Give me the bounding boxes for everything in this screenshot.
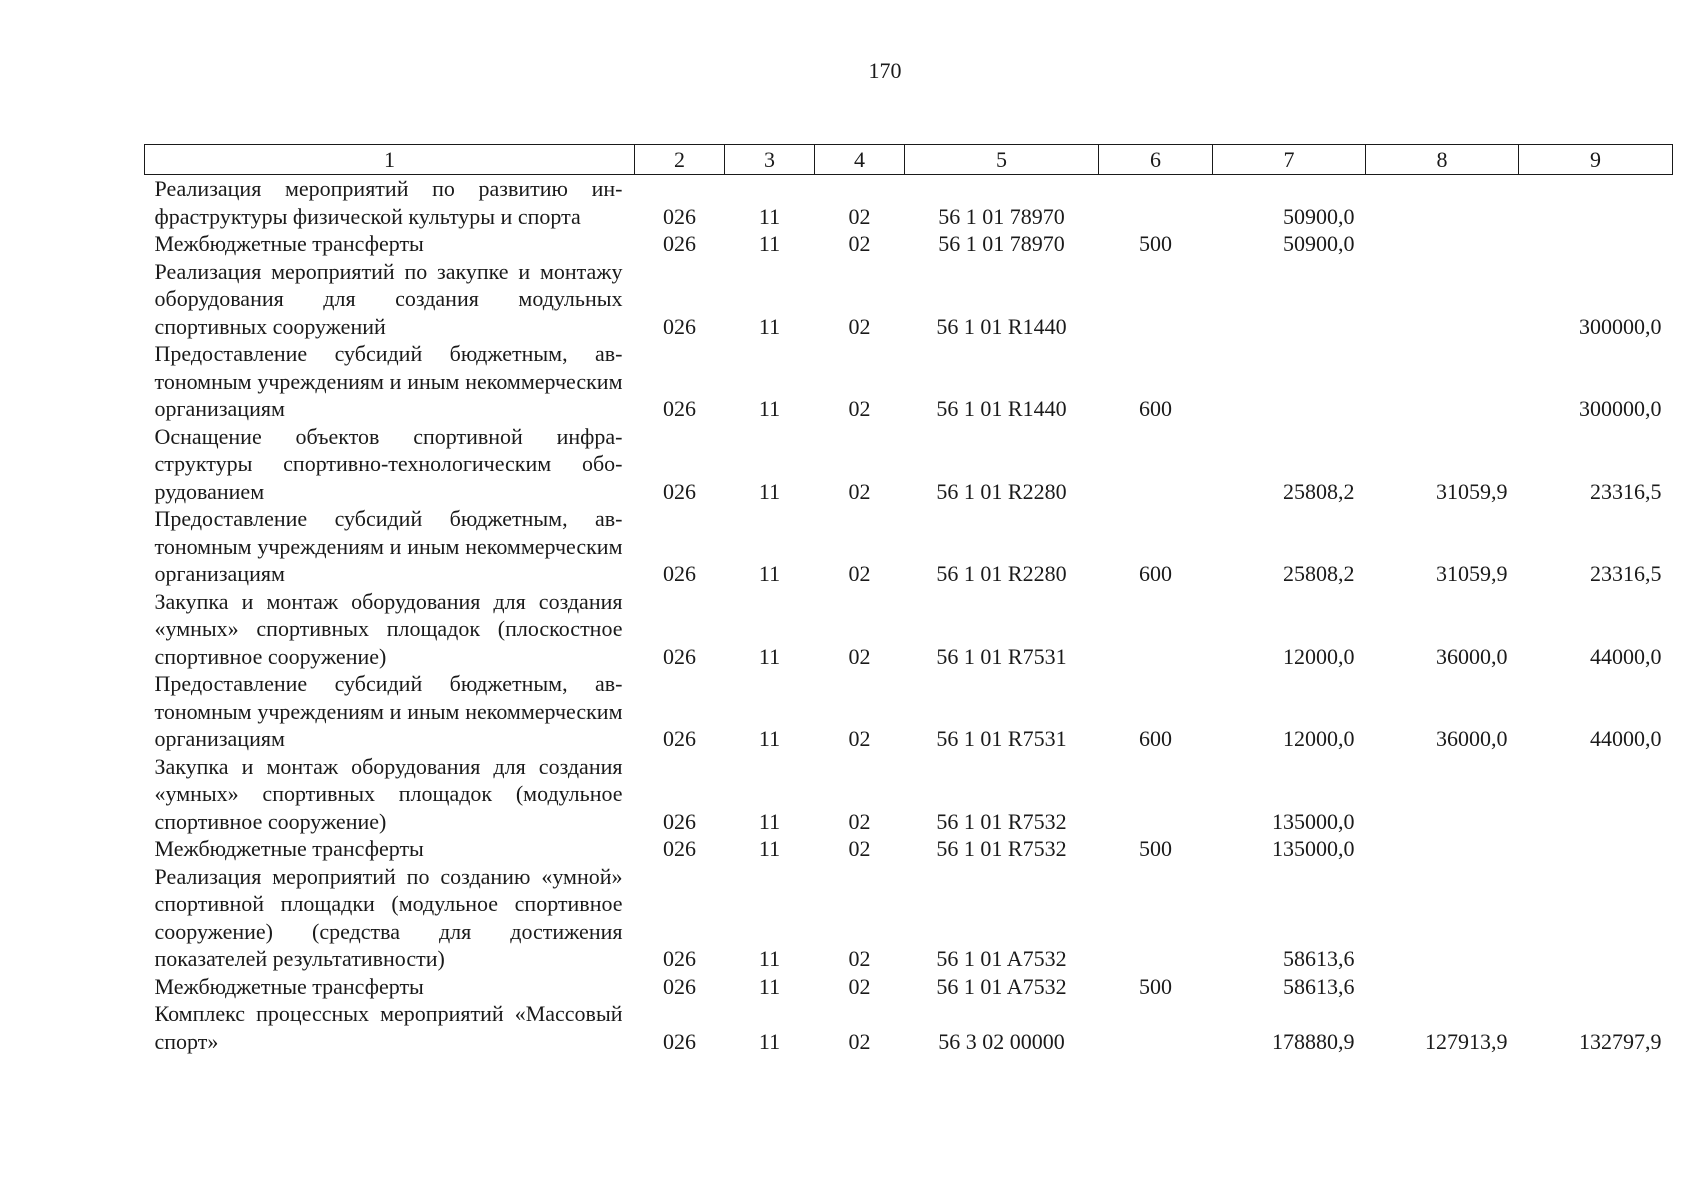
row-name: Предоставление субсидий бюджетным, автономным учреждениям и иным некоммерческим организациям bbox=[154, 341, 623, 421]
row-name: Межбюджетные трансферты bbox=[154, 973, 424, 999]
row-expense-type: 500 bbox=[1139, 973, 1172, 999]
row-admin-code: 026 bbox=[663, 561, 696, 586]
row-target-article: 56 1 01 78970 bbox=[938, 203, 1065, 229]
row-admin-code: 026 bbox=[663, 203, 696, 229]
row-amount-col7 bbox=[1213, 258, 1366, 341]
row-amount-col8 bbox=[1366, 753, 1519, 836]
row-amount-col9: 44000,0 bbox=[1590, 643, 1662, 669]
page-number: 170 bbox=[868, 58, 902, 83]
row-amount-col8: 127913,9 bbox=[1425, 1028, 1508, 1054]
row-amount-col8: 36000,0 bbox=[1436, 726, 1508, 751]
table-body bbox=[145, 175, 1673, 1056]
row-expense-type bbox=[1099, 588, 1213, 671]
row-section: 11 bbox=[758, 973, 781, 999]
table-header bbox=[145, 145, 1673, 175]
column-header-3: 3 bbox=[725, 145, 815, 175]
row-expense-type bbox=[1099, 753, 1213, 836]
row-amount-col8: 31059,9 bbox=[1436, 478, 1508, 504]
column-header-4: 4 bbox=[815, 145, 905, 175]
row-expense-type: 600 bbox=[1139, 726, 1172, 751]
row-amount-col7: 25808,2 bbox=[1283, 478, 1355, 504]
row-amount-col9 bbox=[1519, 973, 1673, 1001]
column-header-7: 7 bbox=[1213, 145, 1366, 175]
row-amount-col7: 50900,0 bbox=[1283, 231, 1355, 256]
row-name: Предоставление субсидий бюджетным, автономным учреждениям и иным некоммерческим организациям bbox=[154, 671, 623, 751]
row-target-article: 56 1 01 R2280 bbox=[936, 561, 1067, 586]
row-target-article: 56 1 01 R7531 bbox=[936, 643, 1067, 669]
row-amount-col7 bbox=[1213, 340, 1366, 423]
row-amount-col9 bbox=[1519, 835, 1673, 863]
column-header-1: 1 bbox=[145, 145, 635, 175]
row-expense-type bbox=[1099, 258, 1213, 341]
row-admin-code: 026 bbox=[663, 973, 696, 999]
row-amount-col8 bbox=[1366, 340, 1519, 423]
row-name: Закупка и монтаж оборудования для создания «умных» спортивных площадок (модульное спортивное сооружение) bbox=[154, 753, 623, 834]
row-amount-col9: 300000,0 bbox=[1579, 396, 1662, 421]
row-admin-code: 026 bbox=[663, 231, 696, 256]
row-target-article: 56 3 02 00000 bbox=[938, 1028, 1065, 1054]
row-subsection: 02 bbox=[848, 478, 871, 504]
row-target-article: 56 1 01 R7532 bbox=[936, 836, 1067, 861]
row-expense-type bbox=[1099, 1000, 1213, 1055]
row-expense-type bbox=[1099, 175, 1213, 231]
row-target-article: 56 1 01 A7532 bbox=[936, 973, 1067, 999]
row-target-article: 56 1 01 R7531 bbox=[936, 726, 1067, 751]
row-target-article: 56 1 01 R7532 bbox=[936, 808, 1067, 834]
table-row bbox=[145, 505, 1673, 588]
row-amount-col8: 36000,0 bbox=[1436, 643, 1508, 669]
row-amount-col7: 58613,6 bbox=[1283, 946, 1355, 971]
row-amount-col9: 23316,5 bbox=[1590, 561, 1662, 586]
row-target-article: 56 1 01 R1440 bbox=[936, 396, 1067, 421]
row-amount-col9 bbox=[1519, 753, 1673, 836]
row-amount-col9: 44000,0 bbox=[1590, 726, 1662, 751]
row-amount-col8 bbox=[1366, 863, 1519, 973]
row-target-article: 56 1 01 78970 bbox=[938, 231, 1065, 256]
table-row bbox=[145, 258, 1673, 341]
table-row bbox=[145, 835, 1673, 863]
row-admin-code: 026 bbox=[663, 726, 696, 751]
table-row bbox=[145, 340, 1673, 423]
row-section: 11 bbox=[758, 203, 781, 229]
row-section: 11 bbox=[758, 946, 781, 971]
row-subsection: 02 bbox=[848, 231, 871, 256]
row-admin-code: 026 bbox=[663, 808, 696, 834]
row-amount-col7: 25808,2 bbox=[1283, 561, 1355, 586]
row-amount-col8 bbox=[1366, 175, 1519, 231]
row-admin-code: 026 bbox=[663, 1028, 696, 1054]
row-admin-code: 026 bbox=[663, 478, 696, 504]
row-target-article: 56 1 01 A7532 bbox=[936, 946, 1067, 971]
row-admin-code: 026 bbox=[663, 946, 696, 971]
row-admin-code: 026 bbox=[663, 643, 696, 669]
row-expense-type bbox=[1099, 423, 1213, 506]
row-name: Закупка и монтаж оборудования для создания «умных» спортивных площадок (плоскостное спортивное сооружение) bbox=[154, 588, 623, 669]
row-section: 11 bbox=[758, 478, 781, 504]
row-expense-type bbox=[1099, 863, 1213, 973]
row-amount-col8 bbox=[1366, 230, 1519, 258]
row-section: 11 bbox=[758, 231, 781, 256]
row-amount-col9 bbox=[1519, 175, 1673, 231]
row-section: 11 bbox=[758, 313, 781, 339]
row-amount-col9 bbox=[1519, 230, 1673, 258]
table-row bbox=[145, 863, 1673, 973]
column-header-8: 8 bbox=[1366, 145, 1519, 175]
row-amount-col7: 135000,0 bbox=[1272, 836, 1355, 861]
row-admin-code: 026 bbox=[663, 836, 696, 861]
row-name: Межбюджетные трансферты bbox=[154, 231, 424, 256]
row-target-article: 56 1 01 R2280 bbox=[936, 478, 1067, 504]
table-row bbox=[145, 175, 1673, 231]
row-name: Реализация мероприятий по закупке и монтажу оборудования для создания модульных спортивных сооружений bbox=[154, 258, 623, 339]
table-row bbox=[145, 973, 1673, 1001]
row-name: Реализация мероприятий по созданию «умной» спортивной площадки (модульное спортивное сооружение) (средства для достижения показателей результативности) bbox=[154, 863, 623, 971]
row-amount-col7: 12000,0 bbox=[1283, 643, 1355, 669]
row-expense-type: 500 bbox=[1139, 231, 1172, 256]
table-row bbox=[145, 230, 1673, 258]
row-admin-code: 026 bbox=[663, 396, 696, 421]
row-name: Оснащение объектов спортивной инфраструктуры спортивно-технологическим оборудованием bbox=[154, 423, 623, 504]
row-subsection: 02 bbox=[848, 726, 871, 751]
row-amount-col7: 50900,0 bbox=[1283, 203, 1355, 229]
row-subsection: 02 bbox=[848, 1028, 871, 1054]
column-header-9: 9 bbox=[1519, 145, 1673, 175]
row-amount-col7: 12000,0 bbox=[1283, 726, 1355, 751]
row-amount-col9: 300000,0 bbox=[1579, 313, 1662, 339]
row-subsection: 02 bbox=[848, 643, 871, 669]
row-target-article: 56 1 01 R1440 bbox=[936, 313, 1067, 339]
row-subsection: 02 bbox=[848, 973, 871, 999]
row-amount-col8 bbox=[1366, 258, 1519, 341]
row-name: Межбюджетные трансферты bbox=[154, 836, 424, 861]
row-amount-col8 bbox=[1366, 835, 1519, 863]
row-section: 11 bbox=[758, 836, 781, 861]
table-row bbox=[145, 1000, 1673, 1055]
row-amount-col7: 135000,0 bbox=[1272, 808, 1355, 834]
row-amount-col9 bbox=[1519, 863, 1673, 973]
column-header-2: 2 bbox=[635, 145, 725, 175]
header-row bbox=[145, 145, 1673, 175]
row-subsection: 02 bbox=[848, 203, 871, 229]
row-section: 11 bbox=[758, 396, 781, 421]
row-subsection: 02 bbox=[848, 396, 871, 421]
row-subsection: 02 bbox=[848, 946, 871, 971]
row-subsection: 02 bbox=[848, 561, 871, 586]
row-amount-col7: 178880,9 bbox=[1272, 1028, 1355, 1054]
row-section: 11 bbox=[758, 808, 781, 834]
row-section: 11 bbox=[758, 561, 781, 586]
row-section: 11 bbox=[758, 643, 781, 669]
row-section: 11 bbox=[758, 1028, 781, 1054]
column-header-5: 5 bbox=[905, 145, 1099, 175]
row-name: Комплекс процессных мероприятий «Массовый спорт» bbox=[154, 1001, 623, 1054]
row-amount-col7: 58613,6 bbox=[1283, 973, 1355, 999]
row-subsection: 02 bbox=[848, 313, 871, 339]
column-header-6: 6 bbox=[1099, 145, 1213, 175]
table-row bbox=[145, 588, 1673, 671]
budget-table bbox=[144, 144, 1673, 1055]
table-row bbox=[145, 670, 1673, 753]
row-name: Реализация мероприятий по развитию инфраструктуры физической культуры и спорта bbox=[154, 176, 623, 229]
row-section: 11 bbox=[758, 726, 781, 751]
row-amount-col9: 23316,5 bbox=[1590, 478, 1662, 504]
row-admin-code: 026 bbox=[663, 313, 696, 339]
row-expense-type: 500 bbox=[1139, 836, 1172, 861]
row-subsection: 02 bbox=[848, 836, 871, 861]
row-expense-type: 600 bbox=[1139, 396, 1172, 421]
row-subsection: 02 bbox=[848, 808, 871, 834]
table-row bbox=[145, 753, 1673, 836]
table-row bbox=[145, 423, 1673, 506]
row-amount-col9: 132797,9 bbox=[1579, 1028, 1662, 1054]
row-expense-type: 600 bbox=[1139, 561, 1172, 586]
row-amount-col8 bbox=[1366, 973, 1519, 1001]
row-name: Предоставление субсидий бюджетным, автономным учреждениям и иным некоммерческим организациям bbox=[154, 506, 623, 586]
row-amount-col8: 31059,9 bbox=[1436, 561, 1508, 586]
